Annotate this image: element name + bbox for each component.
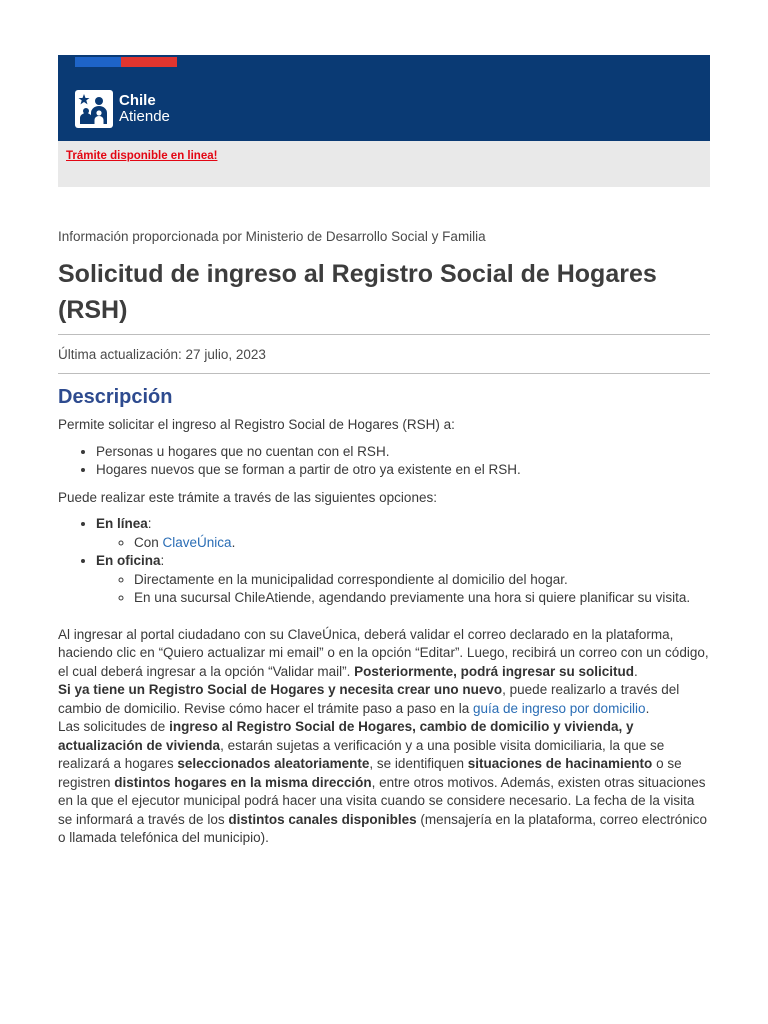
verification-bold-4: distintos hogares en la misma dirección bbox=[114, 774, 372, 790]
verification-text-a: Las solicitudes de bbox=[58, 719, 170, 734]
flag-stripe-blue bbox=[75, 57, 121, 67]
verification-text-g: (mensajería en la plataforma, correo electrónico o llamada telefónica del municipio). bbox=[58, 811, 708, 845]
option-office-label: En oficina bbox=[96, 553, 161, 568]
online-sublist bbox=[96, 534, 710, 553]
online-notice-bar bbox=[58, 141, 710, 187]
chileatiende-logo[interactable] bbox=[75, 90, 170, 128]
verification-text-e: o se registren bbox=[58, 756, 682, 790]
list-item: • Hogares nuevos que se forman a partir de otro ya existente en el RSH. bbox=[96, 461, 710, 480]
claveunica-link[interactable]: ClaveÚnica bbox=[162, 534, 232, 550]
list-item: ◦ Directamente en la municipalidad correspondiente al domicilio del hogar. bbox=[134, 571, 710, 590]
flag-stripe-red bbox=[121, 57, 177, 67]
main-content bbox=[58, 229, 710, 848]
description-intro: Permite solicitar el ingreso al Registro Social de Hogares (RSH) a: bbox=[58, 417, 455, 432]
provider-info: Información proporcionada por Ministerio de Desarrollo Social y Familia bbox=[58, 229, 486, 244]
paragraph-verification bbox=[58, 718, 710, 848]
paragraph-validation: Al ingresar al portal ciudadano con su ClaveÚnica, deberá validar el correo declarado en la plataforma, haciendo clic en “Quiero actualizar mi email” o en la opción “Editar”. Luego, recibirá un correo con un código, el cual deberá ingresar a la opción “Validar mail”. Posteriormente, podrá ingresar su solicitud. bbox=[58, 626, 709, 679]
new-registry-text: , puede realizarlo a través del cambio de domicilio. Revise cómo hacer el trámite paso a paso en la bbox=[58, 682, 680, 716]
section-heading-description: Descripción bbox=[58, 386, 173, 408]
list-item: • Personas u hogares que no cuentan con el RSH. bbox=[96, 443, 710, 462]
verification-bold-1: ingreso al Registro Social de Hogares, cambio de domicilio y vivienda, y actualización de vivienda bbox=[58, 719, 634, 753]
verification-bold-5: distintos canales disponibles bbox=[228, 811, 417, 827]
option-online-label: En línea bbox=[96, 516, 148, 531]
office-sublist bbox=[96, 571, 710, 608]
eligibility-list bbox=[58, 443, 710, 480]
family-logo-icon bbox=[75, 90, 113, 128]
verification-text-f: , entre otros motivos. Además, existen otras situaciones en la que el ejecutor municipal podrá hacer una visita cuando se considere necesario. La fecha de la visita se informará a través de los bbox=[58, 774, 706, 827]
validation-bold: Posteriormente, podrá ingresar su solicitud bbox=[354, 663, 634, 679]
verification-bold-2: seleccionados aleatoriamente bbox=[177, 756, 370, 771]
online-procedure-link[interactable]: Trámite disponible en linea! bbox=[66, 150, 218, 162]
verification-bold-3: situaciones de hacinamiento bbox=[467, 756, 653, 771]
update-divider bbox=[58, 373, 710, 374]
new-registry-bold: Si ya tiene un Registro Social de Hogares y necesita crear uno nuevo bbox=[58, 682, 503, 697]
site-header-banner bbox=[58, 55, 710, 141]
list-item: ◦ En una sucursal ChileAtiende, agendando previamente una hora si quiere planificar su visita. bbox=[134, 589, 710, 608]
options-intro: Puede realizar este trámite a través de las siguientes opciones: bbox=[58, 489, 437, 505]
page-title: Solicitud de ingreso al Registro Social de Hogares (RSH) bbox=[58, 260, 657, 324]
option-online: • En línea: ◦ Con ClaveÚnica. bbox=[96, 515, 710, 552]
paragraph-new-registry: Si ya tiene un Registro Social de Hogares y necesita crear uno nuevo, puede realizarlo a través del cambio de domicilio. Revise cómo hacer el trámite paso a paso en la guía de ingreso por domicilio. bbox=[58, 682, 680, 716]
list-item: ◦ Con ClaveÚnica. bbox=[134, 534, 710, 553]
last-update: Última actualización: 27 julio, 2023 bbox=[58, 347, 266, 362]
logo-line-1: Chile bbox=[119, 92, 156, 109]
domicile-guide-link[interactable]: guía de ingreso por domicilio bbox=[472, 700, 646, 716]
option-office: • En oficina: ◦ Directamente en la municipalidad correspondiente al domicilio del hogar. ◦ En una sucursal ChileAtiende, agendando previamente una hora si quiere planificar su visita. bbox=[96, 552, 710, 608]
logo-line-2: Atiende bbox=[119, 108, 170, 125]
verification-text-d: , se identifiquen bbox=[369, 756, 468, 771]
verification-text-c: , estarán sujetas a verificación y a una posible visita domiciliaria, la que se realizará a hogares bbox=[58, 737, 665, 771]
options-list bbox=[58, 515, 710, 608]
logo-wordmark bbox=[119, 93, 170, 125]
validation-text: Al ingresar al portal ciudadano con su ClaveÚnica, deberá validar el correo declarado en la plataforma, haciendo clic en “Quiero actualizar mi email” o en la opción “Editar”. Luego, recibirá un correo con un código, el cual deberá ingresar a la opción “Validar mail”. bbox=[58, 626, 709, 679]
online-prefix: Con bbox=[134, 534, 163, 550]
title-divider bbox=[58, 334, 710, 335]
